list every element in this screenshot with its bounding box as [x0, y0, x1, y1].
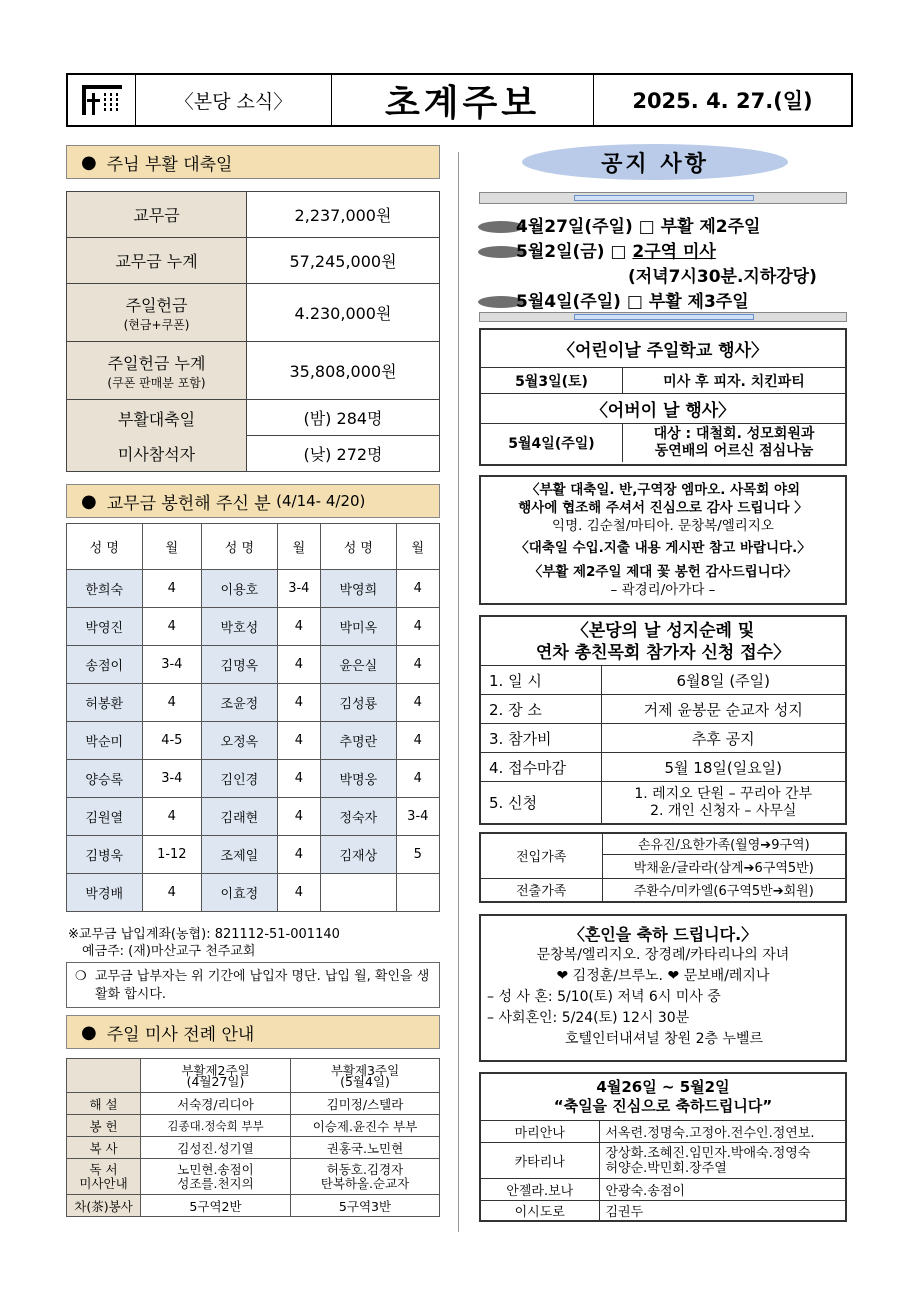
column-divider — [458, 152, 459, 1232]
section-label: 〈본당 소식〉 — [136, 75, 332, 125]
donor-name: 박영진 — [67, 608, 143, 646]
notice-list: 4월27일(주일) □ 부활 제2주일 5월2일(금) □ 2구역 미사 (저녁7시30분.지하강당) 5월4일(주일) □ 부활 제3주일 — [478, 215, 817, 315]
donor-month: 3-4 — [142, 646, 202, 684]
donor-name: 박순미 — [67, 722, 143, 760]
donor-month: 3-4 — [142, 760, 202, 798]
donor-month: 4 — [396, 760, 439, 798]
donor-name: 김인경 — [202, 760, 278, 798]
donor-month: 4 — [277, 722, 320, 760]
table-row — [67, 608, 440, 646]
bullet-icon: ● — [81, 151, 97, 173]
notice-item: 5월2일(금) □ 2구역 미사 — [478, 240, 817, 265]
donor-month: 4 — [142, 874, 202, 912]
donor-name: 정숙자 — [321, 798, 397, 836]
table-row — [67, 836, 440, 874]
donor-month: 4 — [277, 798, 320, 836]
donor-month: 4 — [277, 760, 320, 798]
donor-month: 3-4 — [277, 570, 320, 608]
donor-name: 박호성 — [202, 608, 278, 646]
donor-month: 4 — [396, 684, 439, 722]
donor-month — [396, 874, 439, 912]
offering-table: 교무금 2,237,000원 교무금 누계 57,245,000원 주일헌금 (현금+쿠폰) 4.230,000원 주일헌금 누계 (쿠폰 판매분 포함) 35,808,000원 부활대축일 미사참석자 (밤) 284명 (낮) 272명 — [66, 191, 440, 472]
donor-name: 허봉환 — [67, 684, 143, 722]
donor-name: 박경배 — [67, 874, 143, 912]
donor-name: 이용호 — [202, 570, 278, 608]
pilgrimage-table: 1. 일 시 6월8일 (주일) 2. 장 소 거제 윤봉문 순교자 성지 3. 참가비 추후 공지 4. 접수마감 5월 18일(일요일) 5. 신청 1. 레지오 단원 – 꾸리아 간부 2. 개인 신청자 – 사무실 — [481, 665, 845, 824]
donor-name: 김명옥 — [202, 646, 278, 684]
table-row — [67, 798, 440, 836]
bulletin-title: 초계주보 — [332, 75, 594, 125]
donor-month: 4 — [396, 646, 439, 684]
donor-month: 3-4 — [396, 798, 439, 836]
donors-section-title: ● 교무금 봉헌해 주신 분 (4/14- 4/20) — [66, 484, 440, 518]
donors-table: 성 명 월 성 명 월 성 명 월 한희숙 4 이용호 3-4 박영희 4 박영진 4 박호성 4 박미옥 4 송점이 3-4 김명옥 4 윤은실 4 허봉환 4 조윤정 4 김성룡 4 박순미 4-5 오정옥 4 추명란 4 양승록 3-4 김인경 4 박명웅 4 김원열 4 김래현 4 정숙자 3-4 김병욱 1-12 조제일 4 김재상 5 박경배 4 이효정 4 — [66, 523, 440, 912]
offering-section-title: ● 주님 부활 대축일 — [66, 145, 440, 179]
donor-name: 박명웅 — [321, 760, 397, 798]
donor-name: 조제일 — [202, 836, 278, 874]
decor-bar-top — [479, 192, 847, 204]
feast-day-box: 4월26일 ~ 5월2일 “축일을 진심으로 축하드립니다” 마리안나 서옥련.정명숙.고정아.전수인.정연보. 카타리나 장상화.조혜진.임민자.박애숙.정영숙 허양순.박민회.장주열 안젤라.보나 안광숙.송점이 이시도로 김권두 — [479, 1072, 847, 1222]
wedding-box: 〈혼인을 축하 드립니다.〉 문창복/엘리지오. 장경례/카타리나의 자녀 ❤ 김정훈/브루노. ❤ 문보배/레지나 – 성 사 혼: 5/10(토) 저녁 6시 미사 중 – 사회혼인: 5/24(토) 12시 30분 호텔인터내셔널 창원 2층 누벨르 — [479, 914, 847, 1062]
notice-item: 4월27일(주일) □ 부활 제2주일 — [478, 215, 817, 240]
donor-month: 4 — [277, 836, 320, 874]
donor-month: 4-5 — [142, 722, 202, 760]
table-row — [67, 646, 440, 684]
bulletin-date: 2025. 4. 27.(일) — [632, 89, 813, 113]
donor-name: 김병욱 — [67, 836, 143, 874]
donor-notice: ❍ 교무금 납부자는 위 기간에 납입자 명단. 납입 월, 확인을 생활화 합시다. — [66, 962, 440, 1008]
bullet-icon: ● — [81, 490, 97, 512]
donor-month: 4 — [142, 798, 202, 836]
thanks-box: 〈부활 대축일. 반,구역장 엠마오. 사목회 야외 행사에 협조해 주셔서 진심으로 감사 드립니다 〉 익명. 김순철/마티아. 문창복/엘리지오 〈대축일 수입.지출 내용 게시판 참고 바랍니다.〉 〈부활 제2주일 제대 꽃 봉헌 감사드립니다〉 – 곽경리/아가다 – — [479, 475, 847, 605]
decor-bar-bottom — [479, 312, 847, 322]
donor-month: 4 — [277, 684, 320, 722]
donor-name: 박영희 — [321, 570, 397, 608]
parish-logo-icon — [80, 83, 124, 117]
donor-name: 송점이 — [67, 646, 143, 684]
donor-month: 4 — [277, 874, 320, 912]
table-row — [67, 684, 440, 722]
circle-bullet-icon: ❍ — [75, 969, 87, 984]
donor-name — [321, 874, 397, 912]
donor-name: 조윤정 — [202, 684, 278, 722]
table-row — [67, 760, 440, 798]
header-bar — [66, 73, 853, 127]
mass-section-title: ● 주일 미사 전례 안내 — [66, 1015, 440, 1049]
donor-month: 4 — [142, 570, 202, 608]
feast-day-table: 마리안나 서옥련.정명숙.고정아.전수인.정연보. 카타리나 장상화.조혜진.임민자.박애숙.정영숙 허양순.박민회.장주열 안젤라.보나 안광숙.송점이 이시도로 김권두 — [481, 1120, 845, 1221]
table-row — [67, 874, 440, 912]
donor-name: 양승록 — [67, 760, 143, 798]
donor-month: 1-12 — [142, 836, 202, 874]
donor-name: 김래현 — [202, 798, 278, 836]
donor-month: 4 — [142, 608, 202, 646]
notice-item: 5월4일(주일) □ 부활 제3주일 — [478, 290, 817, 315]
table-row — [67, 570, 440, 608]
donor-name: 한희숙 — [67, 570, 143, 608]
donor-month: 4 — [396, 608, 439, 646]
donor-month: 4 — [142, 684, 202, 722]
donor-month: 4 — [396, 570, 439, 608]
donor-month: 4 — [277, 608, 320, 646]
donor-name: 김재상 — [321, 836, 397, 874]
notice-title: 공지 사항 — [522, 144, 788, 180]
events-box: 〈어린이날 주일학교 행사〉 5월3일(토) 미사 후 피자. 치킨파티 〈어버이 날 행사〉 5월4일(주일) 대상 : 대철회. 성모회원과 동연배의 어르신 점심나눔 — [479, 328, 847, 466]
table-row — [67, 722, 440, 760]
donor-name: 김원열 — [67, 798, 143, 836]
donor-month: 4 — [277, 646, 320, 684]
pilgrimage-box: 〈본당의 날 성지순례 및 연차 총친목회 참가자 신청 접수〉 1. 일 시 6월8일 (주일) 2. 장 소 거제 윤봉문 순교자 성지 3. 참가비 추후 공지 4. 접수마감 5월 18일(일요일) 5. 신청 1. 레지오 단원 – 꾸리아 간부 2. 개인 신청자 – 사무실 — [479, 615, 847, 825]
transfer-table: 전입가족 손유진/요한가족(월영➔9구역) 박채윤/글라라(삼계➔6구역5반) 전출가족 주환수/미카엘(6구역5반➔회원) — [479, 832, 847, 903]
donor-month: 5 — [396, 836, 439, 874]
bullet-icon: ● — [81, 1021, 97, 1043]
mass-schedule-table: 부활제2주일 (4월27일) 부활제3주일 (5월4일) 해 설 서숙경/리디아 김미정/스텔라 봉 헌 김종대.정숙희 부부 이승제.윤진수 부부 복 사 김성진.성기열 권홍국.노민현 독 서 미사안내 노민현.송점이 성조를.천지의 허동호.김경자 탄복하올.순교자 차(茶)봉사 5구역2반 5구역3반 — [66, 1058, 440, 1217]
account-info: ※교무금 납입계좌(농협): 821112-51-001140 예금주: (재)마산교구 천주교회 — [68, 927, 340, 959]
donor-name: 추명란 — [321, 722, 397, 760]
logo — [68, 75, 136, 125]
donor-month: 4 — [396, 722, 439, 760]
donor-name: 김성룡 — [321, 684, 397, 722]
donor-name: 오정옥 — [202, 722, 278, 760]
donor-name: 이효정 — [202, 874, 278, 912]
donor-name: 박미옥 — [321, 608, 397, 646]
donor-name: 윤은실 — [321, 646, 397, 684]
